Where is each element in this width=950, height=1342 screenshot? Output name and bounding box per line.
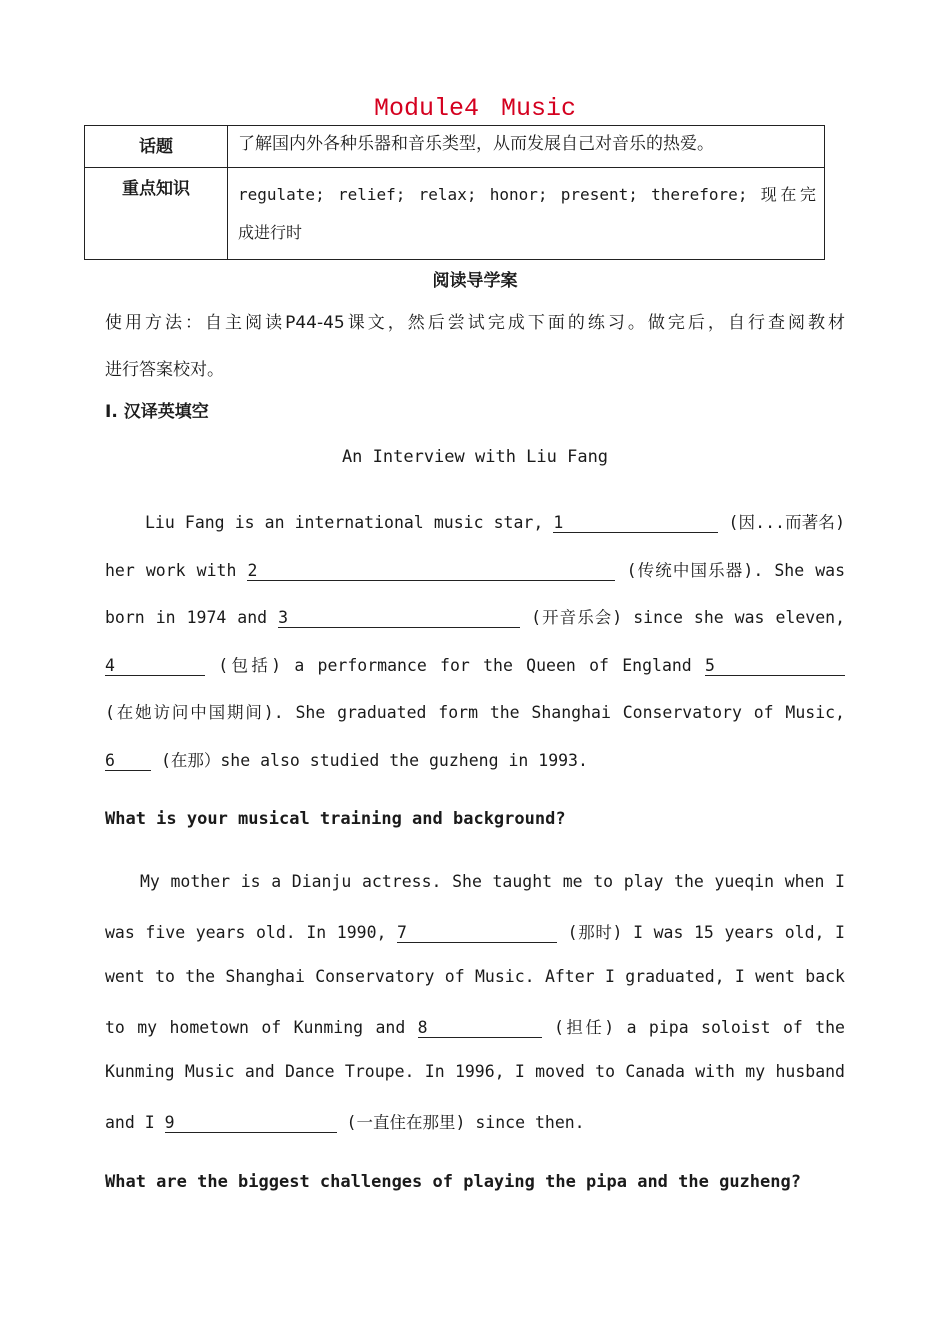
- p2-text-2b: (那时) I was 15 years old, I: [567, 923, 845, 942]
- usage-line1: 使用方法：自主阅读P44-45课文，然后尝试完成下面的练习。做完后，自行查阅教材: [105, 313, 845, 333]
- p1-text-3a: born in 1974 and: [105, 608, 268, 627]
- title-name: Music: [501, 94, 577, 123]
- usage-line2: 进行答案校对。: [105, 360, 224, 380]
- p1-line2: [105, 557, 845, 581]
- p2-line4: [105, 1014, 845, 1038]
- blank-4[interactable]: 4: [105, 657, 205, 676]
- passage-title: An Interview with Liu Fang: [341, 447, 609, 467]
- info-table: [84, 125, 825, 260]
- p2-text-6a: and I: [105, 1113, 155, 1132]
- blank-7[interactable]: 7: [397, 924, 557, 943]
- p1-line1: [145, 509, 845, 533]
- p2-text-6b: (一直住在那里) since then.: [346, 1113, 585, 1132]
- p2-line2: [105, 919, 845, 943]
- blank-5[interactable]: 5: [705, 657, 845, 676]
- p2-line6: [105, 1109, 845, 1133]
- question-1: What is your musical training and background?: [105, 809, 566, 829]
- p1-text-4a: (包括) a performance for the Queen of England: [218, 656, 692, 675]
- p2-text-2a: was five years old. In 1990,: [105, 923, 387, 942]
- blank-2[interactable]: 2: [247, 562, 615, 581]
- p2-text-4a: to my hometown of Kunming and: [105, 1018, 406, 1037]
- topic-label: 话题: [85, 126, 228, 168]
- p1-text-1a: Liu Fang is an international music star,: [145, 513, 544, 532]
- blank-6[interactable]: 6: [105, 752, 151, 771]
- p1-text-1b: (因...而著名): [728, 513, 846, 532]
- p1-line3: [105, 604, 845, 628]
- p2-line1: My mother is a Dianju actress. She taught me to play the yueqin when I: [140, 872, 845, 891]
- key-knowledge-line1: regulate; relief; relax; honor; present; therefore; 现在完: [238, 185, 816, 204]
- key-knowledge-label: 重点知识: [85, 168, 228, 260]
- p1-text-3b: (开音乐会) since she was eleven,: [531, 608, 846, 627]
- key-knowledge-line2: 成进行时: [238, 223, 303, 242]
- blank-8[interactable]: 8: [418, 1019, 542, 1038]
- p1-text-6: (在那）she also studied the guzheng in 1993.: [160, 751, 588, 770]
- p1-line6: [105, 747, 845, 771]
- blank-3[interactable]: 3: [278, 609, 520, 628]
- p2-line3: went to the Shanghai Conservatory of Music. After I graduated, I went back: [105, 967, 845, 986]
- page-title: [0, 94, 950, 123]
- key-knowledge-value: [228, 168, 825, 260]
- p2-line5: Kunming Music and Dance Troupe. In 1996, I moved to Canada with my husband: [105, 1062, 845, 1081]
- question-2: What are the biggest challenges of playing the pipa and the guzheng?: [105, 1172, 801, 1192]
- p2-text-4b: (担任) a pipa soloist of the: [554, 1018, 845, 1037]
- blank-1[interactable]: 1: [553, 514, 718, 533]
- p1-line5: (在她访问中国期间). She graduated form the Shanghai Conservatory of Music,: [105, 703, 845, 722]
- p1-line4: [105, 652, 845, 676]
- guide-heading: 阅读导学案: [432, 271, 518, 291]
- blank-9[interactable]: 9: [165, 1114, 337, 1133]
- p1-text-2b: (传统中国乐器). She was: [626, 561, 846, 580]
- section-heading: I. 汉译英填空: [105, 402, 209, 422]
- topic-value: 了解国内外各种乐器和音乐类型，从而发展自己对音乐的热爱。: [228, 126, 825, 168]
- p1-text-2a: her work with: [105, 561, 237, 580]
- title-module: Module4: [373, 94, 479, 123]
